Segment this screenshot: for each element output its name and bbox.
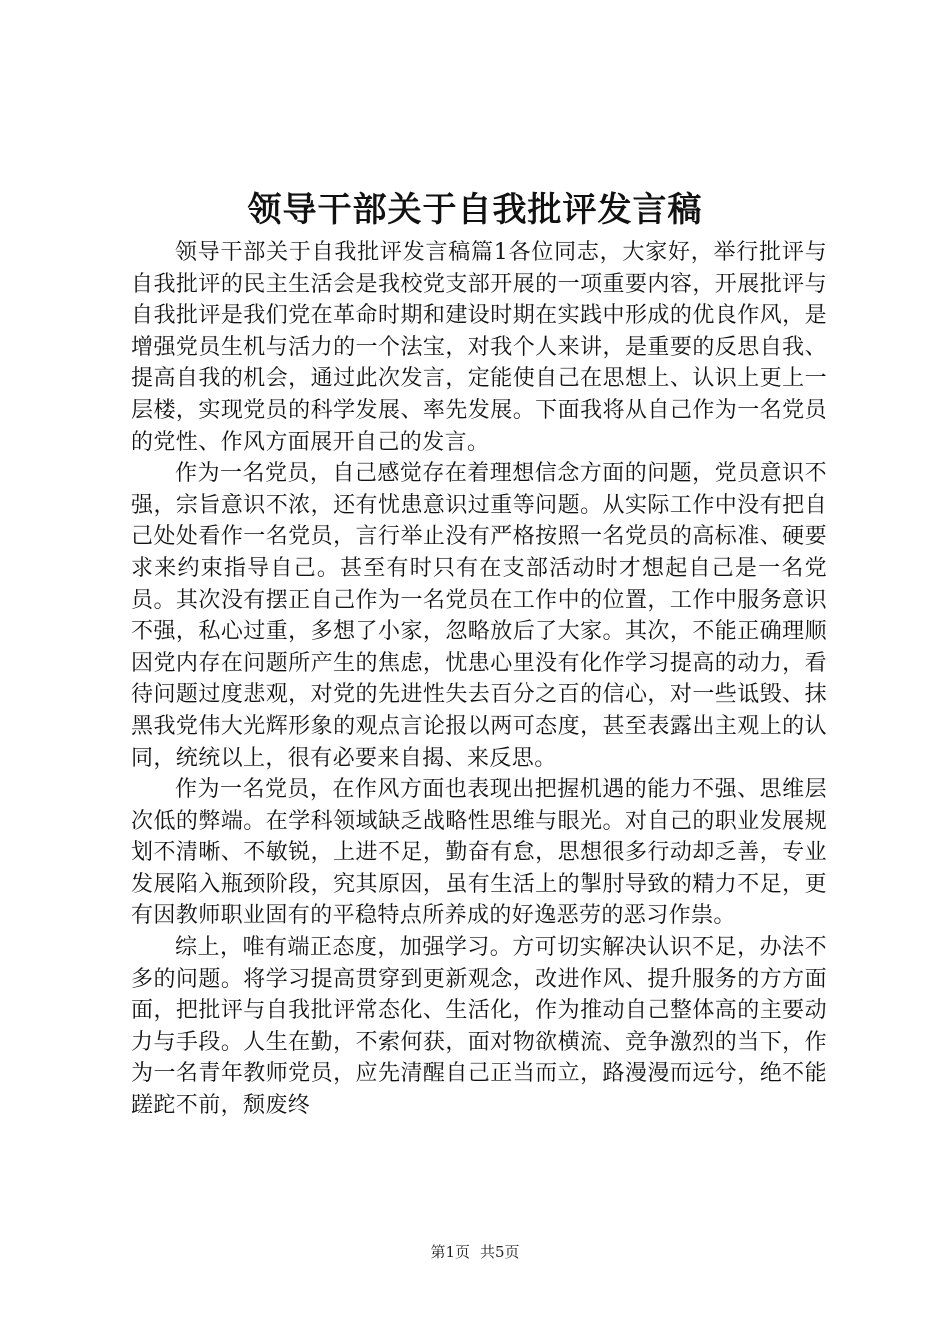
document-title: 领导干部关于自我批评发言稿: [247, 190, 703, 230]
page-footer: [0, 1242, 950, 1262]
paragraph-1: 领导干部关于自我批评发言稿篇1各位同志，大家好，举行批评与自我批评的民主生活会是我校党支部开展的一项重要内容，开展批评与自我批评是我们党在革命时期和建设时期在实践中形成的优良作风，是增强党员生机与活力的一个法宝，对我个人来讲，是重要的反思自我、提高自我的机会，通过此次发言，定能使自己在思想上、认识上更上一层楼，实现党员的科学发展、率先发展。下面我将从自己作为一名党员的党性、作风方面展开自己的发言。: [131, 240, 827, 455]
paragraph-2: 作为一名党员，自己感觉存在着理想信念方面的问题，党员意识不强，宗旨意识不浓，还有忧患意识过重等问题。从实际工作中没有把自己处处看作一名党员，言行举止没有严格按照一名党员的高标准、硬要求来约束指导自己。甚至有时只有在支部活动时才想起自己是一名党员。其次没有摆正自己作为一名党员在工作中的位置，工作中服务意识不强，私心过重，多想了小家，忽略放后了大家。其次，不能正确理顺因党内存在问题所产生的焦虑，忧患心里没有化作学习提高的动力，看待问题过度悲观，对党的先进性失去百分之百的信心，对一些诋毁、抹黑我党伟大光辉形象的观点言论报以两可态度，甚至表露出主观上的认同，统统以上，很有必要来自揭、来反思。: [131, 461, 827, 771]
paragraph-3: 作为一名党员，在作风方面也表现出把握机遇的能力不强、思维层次低的弊端。在学科领域缺乏战略性思维与眼光。对自己的职业发展规划不清晰、不敏锐，上进不足，勤奋有怠，思想很多行动却乏善，专业发展陷入瓶颈阶段，究其原因，虽有生活上的掣肘导致的精力不足，更有因教师职业固有的平稳特点所养成的好逸恶劳的恶习作祟。: [131, 777, 827, 929]
paragraph-4: 综上，唯有端正态度，加强学习。方可切实解决认识不足，办法不多的问题。将学习提高贯穿到更新观念，改进作风、提升服务的方方面面，把批评与自我批评常态化、生活化，作为推动自己整体高的主要动力与手段。人生在勤，不索何获，面对物欲横流、竞争激烈的当下，作为一名青年教师党员，应先清醒自己正当而立，路漫漫而远兮，绝不能蹉跎不前，颓废终: [131, 935, 827, 1119]
page-number: 第1页: [430, 1243, 470, 1261]
document-body: [131, 237, 827, 1122]
page-total: 共5页: [480, 1243, 520, 1261]
